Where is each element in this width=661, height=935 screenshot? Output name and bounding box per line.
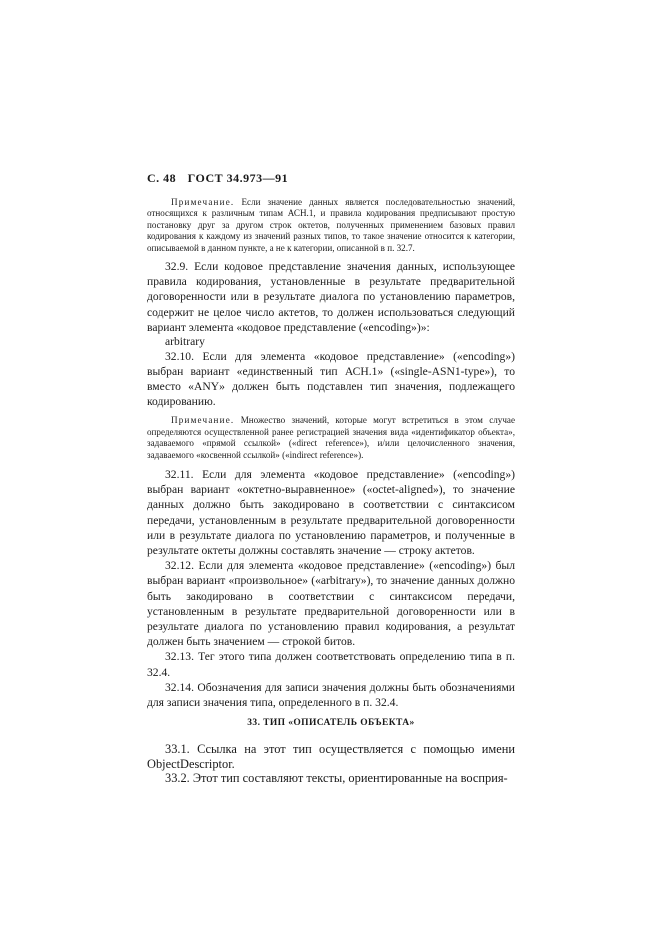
clause-33-2: 33.2. Этот тип составляют тексты, ориентированные на восприя- [165, 771, 508, 786]
note-label: Примечание. [171, 197, 235, 207]
note-text: Множество значений, которые могут встретиться в этом случае определяются осуществленной ранее регистрацией значения вида «идентификатор объекта», задаваемого «прямой ссылкой» («direct reference»), и/или целочисленного значения, задаваемого «косвенной ссылкой» («indirect reference»). [147, 415, 515, 460]
clause-33-1: 33.1. Ссылка на этот тип осуществляется с помощью имени ObjectDescriptor. [147, 742, 515, 771]
note-label: Примечание. [171, 415, 235, 426]
clause-32-13: 32.13. Тег этого типа должен соответствовать определению типа в п. 32.4. [147, 650, 515, 679]
clause-32-9: 32.9. Если кодовое представление значения данных, использующее правила кодирования, установленные в результате предварительной договоренности или в результате диалога по установлению параметров, содержит не целое число актетов, то должен использоваться следующий вариант элемента «кодовое представление («encoding»)»: [147, 260, 515, 334]
code-arbitrary: arbitrary [165, 335, 205, 349]
note-text: Если значение данных является последовательностью значений, относящихся к различным типам АСН.1, и правила кодирования предписывают простую постановку друг за другом строк октетов, полученных применением базовых правил кодирования к каждому из значений разных типов, то такое значение относится к категории, описываемой в данном пункте, а не к категории, описанной в п. 32.7. [147, 197, 515, 253]
clause-32-12: 32.12. Если для элемента «кодовое представление» («encoding») был выбран вариант «произвольное» («arbitrary»), то значение данных должно быть закодировано в соответствии с синтаксисом передачи, установленным в результате предварительной договоренности или в результате диалога по установлению правил кодирования, а результат должен быть значением — строкой битов. [147, 559, 515, 649]
page-content [147, 197, 515, 785]
clause-32-10: 32.10. Если для элемента «кодовое представление» («encoding») выбран вариант «единственный тип АСН.1» («single-ASN1-type»), то вместо «ANY» должен быть подставлен тип значения, подлежащего кодированию. [147, 349, 515, 409]
clause-32-14: 32.14. Обозначения для записи значения должны быть обозначениями для записи значения типа, определенного в п. 32.4. [147, 680, 515, 710]
page-number: С. 48 [147, 171, 177, 185]
page-header [147, 171, 296, 186]
clause-32-11: 32.11. Если для элемента «кодовое представление» («encoding») выбран вариант «октетно-выравненное» («octet-aligned»), то значение данных должно быть закодировано в соответствии с синтаксисом передачи, установленным в результате предварительной договоренности или в результате диалога по установлению параметров, и полученные в результате октеты должны составлять значение — строку актетов. [147, 467, 515, 557]
note-paragraph [147, 197, 515, 254]
note-paragraph [147, 415, 515, 461]
standard-number: ГОСТ 34.973—91 [187, 171, 289, 185]
section-title: 33. ТИП «ОПИСАТЕЛЬ ОБЪЕКТА» [247, 718, 415, 729]
